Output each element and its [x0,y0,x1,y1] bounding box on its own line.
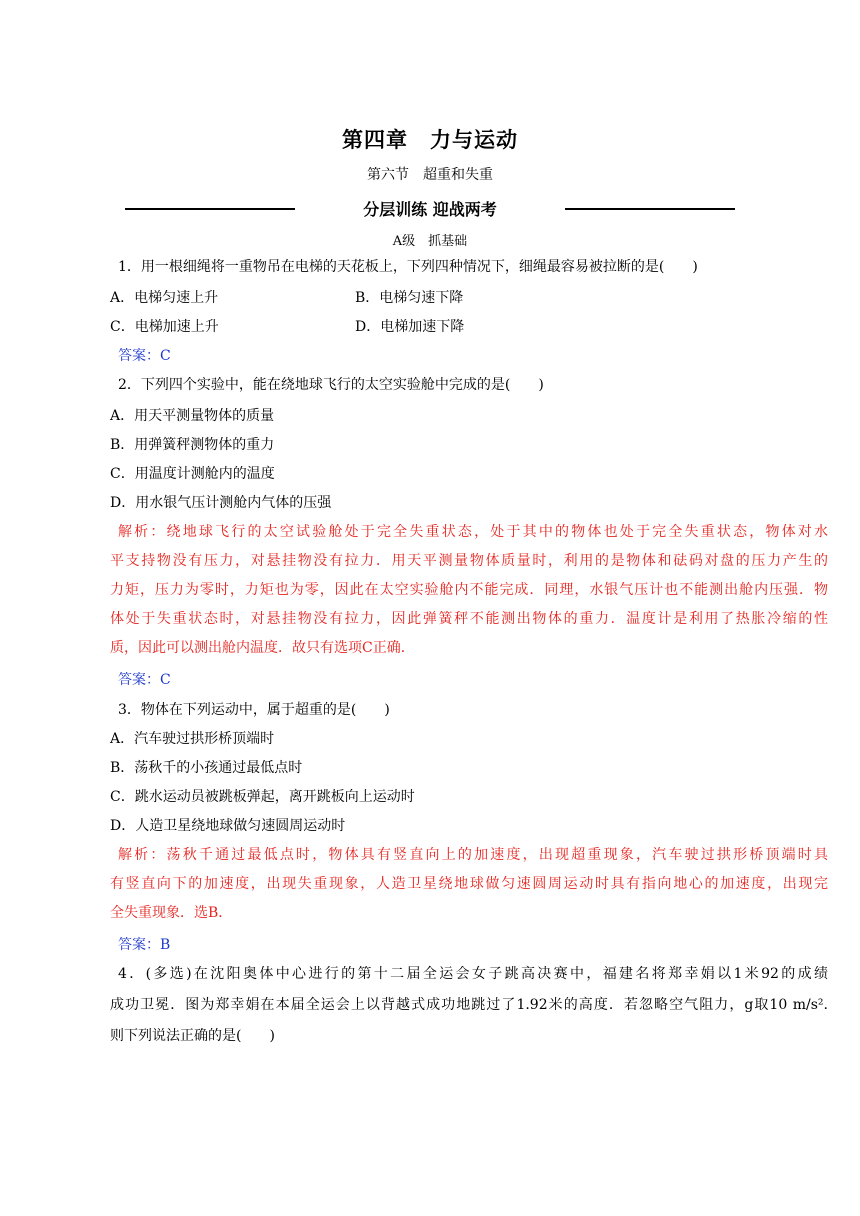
q3-analysis-line: 解析：荡秋千通过最低点时，物体具有竖直向上的加速度，出现超重现象，汽车驶过拱形桥顶端时具 [118,847,828,863]
q3-option-a: A．汽车驶过拱形桥顶端时 [110,731,275,747]
q3-option-b: B．荡秋千的小孩通过最低点时 [110,760,303,776]
q1-option-b: B．电梯匀速下降 [355,290,464,306]
banner-rule-left [125,208,295,210]
q2-analysis-line: 平支持物没有压力，对悬挂物没有拉力．用天平测量物体质量时，利用的是物体和砝码对盘的压力产生的 [110,553,828,569]
q1-option-c: C．电梯加速上升 [110,319,219,335]
q1-option-d: D．电梯加速下降 [355,319,465,335]
q3-answer: 答案：B [118,937,171,953]
q2-analysis-line: 力矩，压力为零时，力矩也为零，因此在太空实验舱内不能完成．同理，水银气压计也不能测出舱内压强．物 [110,582,828,598]
q4-stem-line: 则下列说法正确的是( ) [110,1028,275,1044]
q3-option-c: C．跳水运动员被跳板弹起，离开跳板向上运动时 [110,789,415,805]
q1-stem: 1．用一根细绳将一重物吊在电梯的天花板上，下列四种情况下，细绳最容易被拉断的是( ) [118,259,698,275]
section-title: 第六节 超重和失重 [367,167,493,183]
banner [125,197,735,221]
q1-answer: 答案：C [118,348,171,364]
q2-analysis-line: 体处于失重状态时，对悬挂物没有拉力，因此弹簧秤不能测出物体的重力．温度计是利用了热胀冷缩的性 [110,611,828,627]
banner-rule-right [565,208,735,210]
q4-stem-line: 4．(多选)在沈阳奥体中心进行的第十二届全运会女子跳高决赛中，福建名将郑幸娟以1米92的成绩 [118,966,828,982]
q2-stem: 2．下列四个实验中，能在绕地球飞行的太空实验舱中完成的是( ) [118,377,544,393]
q3-stem: 3．物体在下列运动中，属于超重的是( ) [118,702,390,718]
q3-option-d: D．人造卫星绕地球做匀速圆周运动时 [110,818,346,834]
q2-answer: 答案：C [118,672,171,688]
q2-option-b: B．用弹簧秤测物体的重力 [110,437,275,453]
q2-option-d: D．用水银气压计测舱内气体的压强 [110,495,332,511]
q2-option-c: C．用温度计测舱内的温度 [110,466,275,482]
q3-analysis-line: 有竖直向下的加速度，出现失重现象，人造卫星绕地球做匀速圆周运动时具有指向地心的加速度，出现完 [110,876,828,892]
q3-analysis-line: 全失重现象．选B． [110,905,233,921]
banner-text: 分层训练 迎战两考 [363,200,497,219]
q1-option-a: A．电梯匀速上升 [110,290,219,306]
q2-analysis-line: 质，因此可以测出舱内温度．故只有选项C正确． [110,640,415,656]
level-heading: A级 抓基础 [392,234,468,249]
q2-analysis-line: 解析：绕地球飞行的太空试验舱处于完全失重状态，处于其中的物体也处于完全失重状态，物体对水 [118,524,828,540]
q4-stem-line: 成功卫冕．图为郑幸娟在本届全运会上以背越式成功地跳过了1.92米的高度．若忽略空气阻力，g取10 m/s². [110,997,828,1013]
q2-option-a: A．用天平测量物体的质量 [110,408,275,424]
chapter-title: 第四章 力与运动 [342,128,518,152]
